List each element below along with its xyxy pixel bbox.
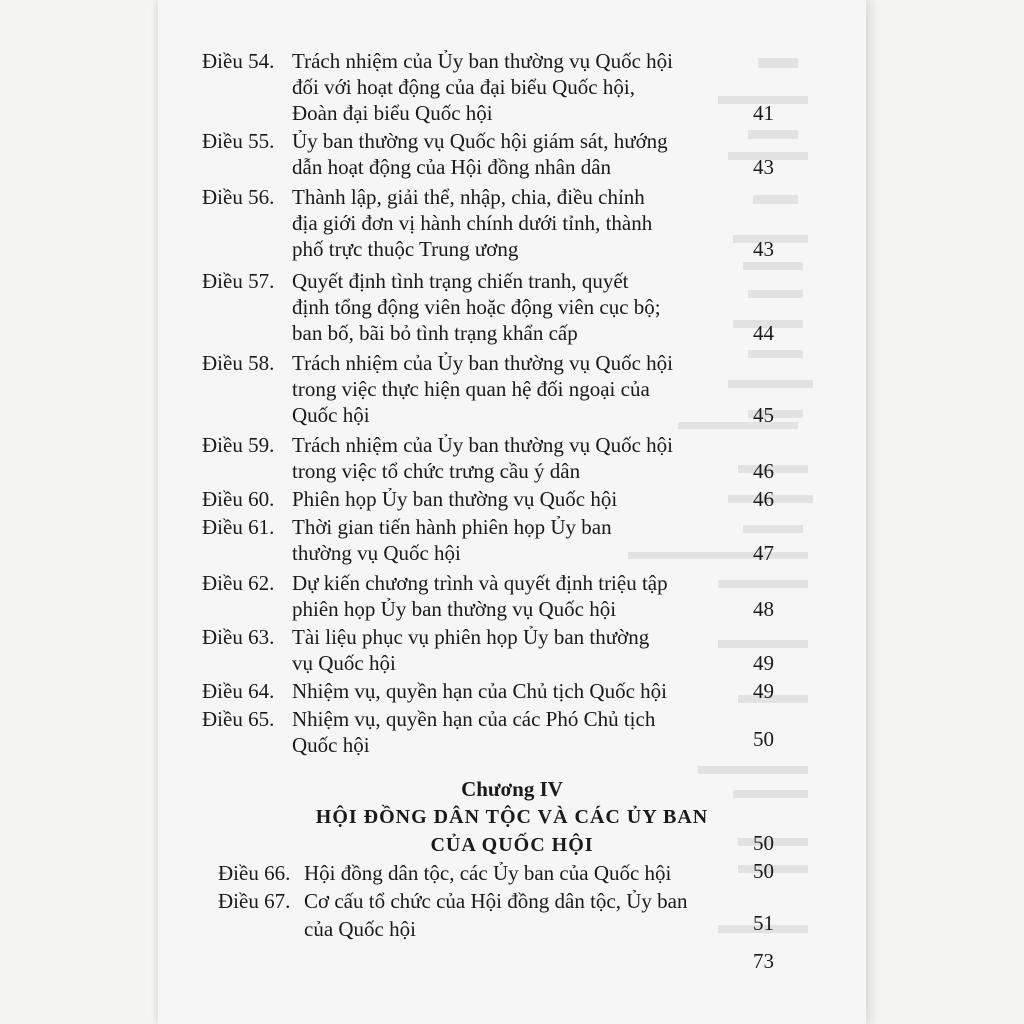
entry-title-line: Quyết định tình trạng chiến tranh, quyết: [292, 269, 629, 293]
entry-title-line: ban bố, bãi bỏ tình trạng khẩn cấp: [292, 321, 578, 345]
entry-page: 49: [753, 651, 774, 675]
entry-title-line: Nhiệm vụ, quyền hạn của Chủ tịch Quốc hội: [292, 679, 668, 703]
entry-title-line: Trách nhiệm của Ủy ban thường vụ Quốc hội: [292, 433, 673, 457]
entry-number: Điều 57.: [202, 269, 275, 293]
entry-number: Điều 66.: [218, 861, 291, 885]
entry-number: Điều 63.: [202, 625, 275, 649]
entry-title-line: Cơ cấu tổ chức của Hội đồng dân tộc, Ủy ban: [304, 889, 688, 913]
entry-title-line: Nhiệm vụ, quyền hạn của các Phó Chủ tịch: [292, 707, 656, 731]
entry-number: Điều 59.: [202, 433, 275, 457]
entry-title-line: vụ Quốc hội: [292, 651, 396, 675]
page-number: 73: [753, 949, 774, 973]
entry-number: Điều 65.: [202, 707, 275, 731]
entry-number: Điều 67.: [218, 889, 291, 913]
entry-page: 43: [753, 155, 774, 179]
entry-title-line: Quốc hội: [292, 403, 370, 427]
entry-title-line: dẫn hoạt động của Hội đồng nhân dân: [292, 155, 612, 179]
entry-title-line: định tổng động viên hoặc động viên cục bộ;: [292, 295, 661, 319]
entry-title-line: Ủy ban thường vụ Quốc hội giám sát, hướng: [292, 129, 668, 153]
entry-title-line: Trách nhiệm của Ủy ban thường vụ Quốc hội: [292, 351, 673, 375]
entry-title-line: Đoàn đại biểu Quốc hội: [292, 101, 493, 125]
entry-title-line: Quốc hội: [292, 733, 370, 757]
entry-title-line: của Quốc hội: [304, 917, 416, 941]
entry-page: 43: [753, 237, 774, 261]
entry-number: Điều 54.: [202, 49, 275, 73]
entry-title-line: đối với hoạt động của đại biểu Quốc hội,: [292, 75, 635, 99]
entry-page: 48: [753, 597, 774, 621]
entry-title-line: Thành lập, giải thể, nhập, chia, điều chỉnh: [292, 185, 645, 209]
entry-page: 49: [753, 679, 774, 703]
entry-number: Điều 64.: [202, 679, 275, 703]
entry-title-line: Hội đồng dân tộc, các Ủy ban của Quốc hội: [304, 861, 672, 885]
entry-number: Điều 60.: [202, 487, 275, 511]
chapter-title-line: CỦA QUỐC HỘI: [430, 834, 594, 856]
book-page: [158, 0, 866, 1024]
entry-number: Điều 56.: [202, 185, 275, 209]
entry-page: 50: [753, 859, 774, 883]
entry-number: Điều 61.: [202, 515, 275, 539]
entry-title-line: trong việc thực hiện quan hệ đối ngoại của: [292, 377, 650, 401]
entry-page: 45: [753, 403, 774, 427]
entry-number: Điều 62.: [202, 571, 275, 595]
entry-title-line: Phiên họp Ủy ban thường vụ Quốc hội: [292, 487, 618, 511]
entry-title-line: phố trực thuộc Trung ương: [292, 237, 519, 261]
chapter-label: Chương IV: [461, 777, 563, 801]
entry-title-line: phiên họp Ủy ban thường vụ Quốc hội: [292, 597, 617, 621]
entry-page: 47: [753, 541, 774, 565]
entry-title-line: Dự kiến chương trình và quyết định triệu tập: [292, 571, 668, 595]
entry-page: 44: [753, 321, 774, 345]
entry-title-line: Thời gian tiến hành phiên họp Ủy ban: [292, 515, 612, 539]
chapter-page: 50: [753, 831, 774, 855]
entry-number: Điều 58.: [202, 351, 275, 375]
entry-page: 46: [753, 487, 774, 511]
table-of-contents: [158, 0, 866, 1024]
entry-title-line: thường vụ Quốc hội: [292, 541, 461, 565]
entry-page: 51: [753, 911, 774, 935]
entry-page: 41: [753, 101, 774, 125]
entry-title-line: địa giới đơn vị hành chính dưới tỉnh, thành: [292, 211, 653, 235]
entry-page: 46: [753, 459, 774, 483]
entry-number: Điều 55.: [202, 129, 275, 153]
entry-page: 50: [753, 727, 774, 751]
entry-title-line: Trách nhiệm của Ủy ban thường vụ Quốc hội: [292, 49, 673, 73]
chapter-title-line: HỘI ĐỒNG DÂN TỘC VÀ CÁC ỦY BAN: [315, 806, 709, 828]
entry-title-line: Tài liệu phục vụ phiên họp Ủy ban thường: [292, 625, 650, 649]
entry-title-line: trong việc tổ chức trưng cầu ý dân: [292, 459, 581, 483]
